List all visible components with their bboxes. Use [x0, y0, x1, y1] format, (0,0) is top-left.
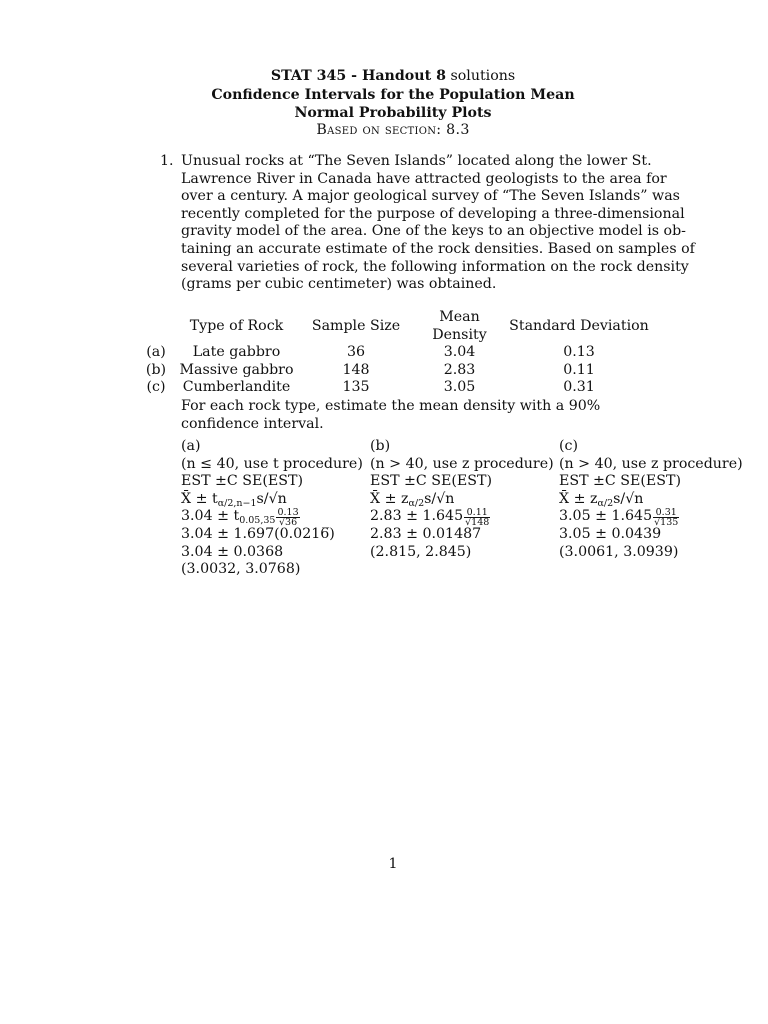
column-header: Type of Rock	[189, 317, 284, 334]
standard-deviation: 0.31	[563, 379, 595, 396]
column-header: Sample Size	[311, 317, 401, 334]
rock-type: Late gabbro	[192, 344, 281, 361]
solution-rule: (n ≤ 40, use t procedure)	[181, 455, 363, 472]
solution-interval: (3.0061, 3.0939)	[559, 543, 679, 560]
solution-step: 3.04 ± 1.697(0.0216̅)	[181, 525, 335, 542]
question-line: (grams per cubic centimeter) was obtained.	[181, 276, 497, 293]
solution-formula: EST ±C SE(EST)	[559, 473, 681, 490]
solution-b	[370, 438, 554, 561]
handout-title	[0, 67, 768, 86]
rock-type: Cumberlandite	[182, 379, 291, 396]
fraction: $\frac{0.11}{√148}$	[465, 507, 490, 529]
sample-size: 148	[342, 361, 370, 378]
solution-a	[181, 438, 363, 579]
mean-density: 3.04	[443, 344, 476, 361]
question-line: recently completed for the purpose of developing a three-dimensional	[181, 205, 685, 222]
subtitle-normal-plots: Normal Probability Plots	[294, 105, 492, 121]
row-label: (c)	[146, 379, 166, 396]
solution-c	[559, 438, 743, 561]
question-line: several varieties of rock, the following information on the rock density	[181, 258, 689, 275]
section-reference: Based on section: 8.3	[316, 122, 470, 138]
rock-density-table	[136, 309, 654, 397]
standard-deviation: 0.13	[563, 344, 595, 361]
instruction-text: For each rock type, estimate the mean density with a 90% confidence interval.	[181, 398, 601, 432]
question-line: taining an accurate estimate of the rock densities. Based on samples of	[181, 240, 695, 257]
solution-rule: (n > 40, use z procedure)	[370, 455, 554, 472]
column-header: Standard Deviation	[509, 317, 649, 334]
solution-label: (a)	[181, 438, 201, 454]
question-line: Unusual rocks at “The Seven Islands” located along the lower St.	[181, 153, 652, 169]
subtitle-confidence-intervals: Confidence Intervals for the Population Mean	[211, 87, 575, 103]
rock-type: Massive gabbro	[179, 361, 294, 378]
table-row	[136, 362, 654, 380]
solution-general-form: X̄ ± $z_{\alpha/2}s/√n$	[370, 490, 455, 509]
page-number: 1	[388, 856, 398, 872]
row-label: (b)	[145, 361, 167, 378]
solution-plugged-values: $3.04 \pm t_{0.05,35}$ $\frac{0.13}{√36}$	[181, 507, 299, 529]
solution-margin: 3.04 ± 0.0368	[181, 543, 284, 560]
solution-plugged-values: 3.05 ± 1.645 $\frac{0.31}{√135}$	[559, 507, 679, 529]
solution-plugged-values: 2.83 ± 1.645 $\frac{0.11}{√148}$	[370, 507, 490, 529]
table-row	[136, 379, 654, 397]
solution-interval: (3.0032, 3.0768)	[181, 561, 301, 578]
solution-margin: 3.05 ± 0.0439	[559, 525, 662, 542]
solution-interval: (2.815, 2.845)	[370, 543, 472, 560]
standard-deviation: 0.11	[563, 361, 595, 378]
solution-general-form: X̄ ± $z_{\alpha/2}s/√n$	[559, 490, 644, 509]
table-row	[136, 344, 654, 362]
fraction: $\frac{0.13}{√36}$	[277, 507, 299, 529]
title-suffix: solutions	[450, 68, 516, 84]
solution-label: (b)	[370, 438, 391, 454]
question-line: Lawrence River in Canada have attracted geologists to the area for	[181, 170, 667, 187]
sample-size: 135	[342, 379, 370, 396]
course-title: STAT 345 - Handout 8	[270, 68, 446, 84]
solution-formula: EST ±C SE(EST)	[370, 473, 492, 490]
solution-label: (c)	[559, 438, 579, 454]
question-line: over a century. A major geological survey of “The Seven Islands” was	[181, 188, 680, 205]
solution-rule: (n > 40, use z procedure)	[559, 455, 743, 472]
fraction: $\frac{0.31}{√135}$	[654, 507, 679, 529]
question-number: 1.	[160, 153, 174, 169]
question-text	[181, 153, 695, 294]
solution-margin: 2.83 ± 0.01487	[370, 525, 482, 542]
mean-density: 2.83	[443, 361, 476, 378]
table-header-row	[136, 309, 654, 344]
mean-density: 3.05	[443, 379, 476, 396]
solution-general-form: X̄ ± $t_{\alpha/2,n-1}s/√n$	[181, 490, 287, 509]
column-header: Mean Density	[432, 309, 487, 343]
question-line: gravity model of the area. One of the keys to an objective model is ob-	[181, 223, 686, 240]
row-label: (a)	[146, 344, 166, 361]
solution-formula: EST ±C SE(EST)	[181, 473, 303, 490]
sample-size: 36	[346, 344, 366, 361]
